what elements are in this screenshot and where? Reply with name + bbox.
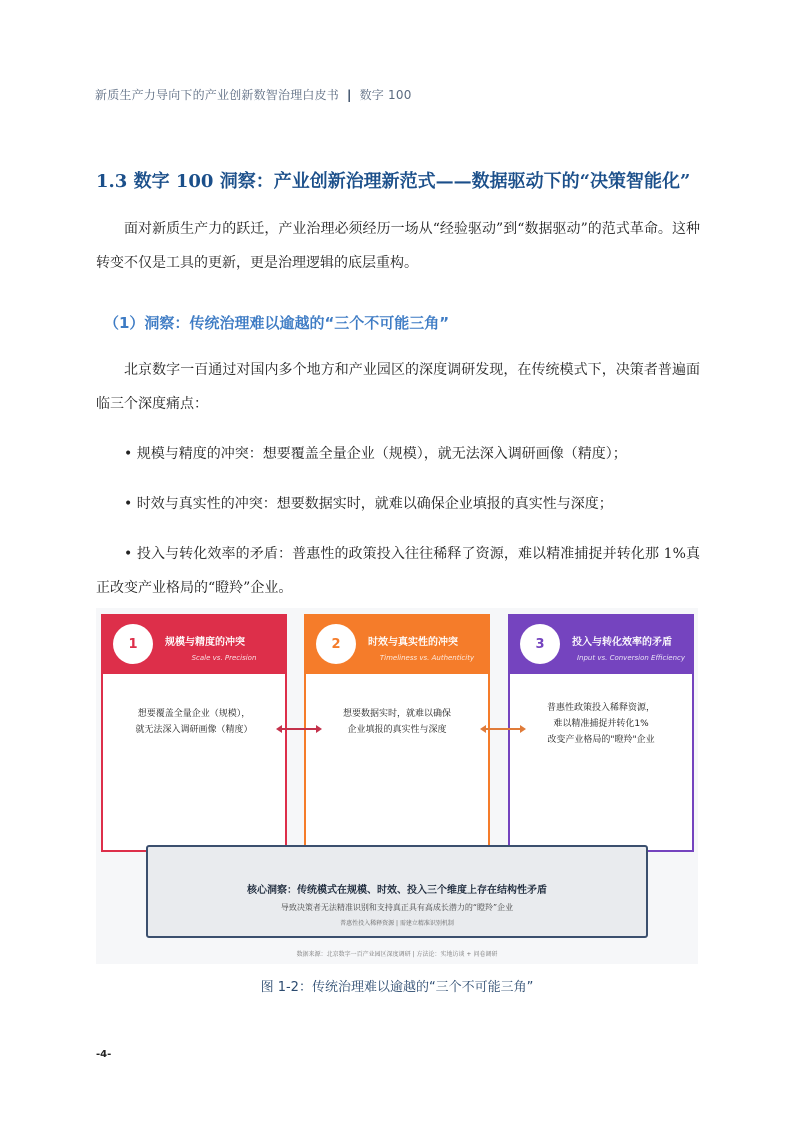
bullet-3: • 投入与转化效率的矛盾：普惠性的政策投入往往稀释了资源，难以精准捕捉并转化那 1%真正改变产业格局的“瞪羚”企业。 bbox=[96, 546, 700, 596]
impossible-triangle-figure bbox=[96, 608, 698, 964]
card-number-badge: 1 bbox=[113, 624, 153, 664]
page-number: -4- bbox=[96, 1049, 112, 1060]
card-body-line: 难以精准捕捉并转化1% bbox=[553, 719, 649, 729]
card-body bbox=[306, 706, 488, 738]
card-body-line: 普惠性政策投入稀释资源， bbox=[546, 703, 655, 713]
core-insight-note: 普惠性投入稀释资源 | 需建立精准识别机制 bbox=[340, 920, 454, 927]
card-body-line: 想要覆盖全量企业（规模）， bbox=[137, 709, 251, 719]
card-body-line: 想要数据实时，就难以确保 bbox=[342, 709, 451, 719]
card-title: 规模与精度的冲突 bbox=[165, 637, 245, 648]
section-heading: 1.3 数字 100 洞察：产业创新治理新范式——数据驱动下的“决策智能化” bbox=[96, 171, 691, 192]
card-subtitle: Timeliness vs. Authenticity bbox=[379, 654, 475, 662]
card-title: 投入与转化效率的矛盾 bbox=[572, 637, 672, 648]
card-body-line: 企业填报的真实性与深度 bbox=[347, 725, 447, 735]
page-header bbox=[95, 86, 412, 103]
header-title: 新质生产力导向下的产业创新数智治理白皮书 bbox=[95, 88, 340, 102]
header-separator: | bbox=[347, 88, 352, 102]
card-subtitle: Scale vs. Precision bbox=[191, 654, 257, 662]
card-body-line: 改变产业格局的"瞪羚"企业 bbox=[547, 735, 655, 745]
header-brand: 数字 100 bbox=[359, 88, 412, 102]
core-insight-title: 核心洞察：传统模式在规模、时效、投入三个维度上存在结构性矛盾 bbox=[247, 885, 547, 896]
bullet-2: • 时效与真实性的冲突：想要数据实时，就难以确保企业填报的真实性与深度； bbox=[124, 496, 613, 512]
card-body bbox=[510, 700, 692, 748]
bullet-1: • 规模与精度的冲突：想要覆盖全量企业（规模），就无法深入调研画像（精度）； bbox=[124, 446, 627, 462]
core-insight-line: 导致决策者无法精准识别和支持真正具有高成长潜力的“瞪羚”企业 bbox=[280, 903, 514, 912]
core-insight-box bbox=[146, 845, 648, 938]
card-timeliness-authenticity bbox=[304, 614, 490, 852]
card-input-conversion bbox=[508, 614, 694, 852]
card-header bbox=[103, 616, 285, 674]
card-header bbox=[306, 616, 488, 674]
card-title: 时效与真实性的冲突 bbox=[368, 637, 458, 648]
card-header bbox=[510, 616, 692, 674]
card-scale-precision bbox=[101, 614, 287, 852]
card-number-badge: 3 bbox=[520, 624, 560, 664]
subsection-intro: 北京数字一百通过对国内多个地方和产业园区的深度调研发现，在传统模式下，决策者普遍面临三个深度痛点： bbox=[96, 362, 700, 412]
card-body-line: 就无法深入调研画像（精度） bbox=[135, 725, 253, 735]
double-arrow-icon bbox=[276, 724, 322, 734]
section-intro: 面对新质生产力的跃迁，产业治理必须经历一场从“经验驱动”到“数据驱动”的范式革命。这种转变不仅是工具的更新，更是治理逻辑的底层重构。 bbox=[96, 221, 700, 271]
subsection-heading: （1）洞察：传统治理难以逾越的“三个不可能三角” bbox=[104, 314, 450, 332]
card-number-badge: 2 bbox=[316, 624, 356, 664]
card-body bbox=[103, 706, 285, 738]
figure-caption: 图 1-2：传统治理难以逾越的“三个不可能三角” bbox=[260, 980, 534, 995]
double-arrow-icon bbox=[480, 724, 526, 734]
card-subtitle: Input vs. Conversion Efficiency bbox=[576, 654, 685, 662]
figure-source: 数据来源：北京数字一百产业园区深度调研 | 方法论：实地访谈 + 问卷调研 bbox=[296, 951, 498, 958]
